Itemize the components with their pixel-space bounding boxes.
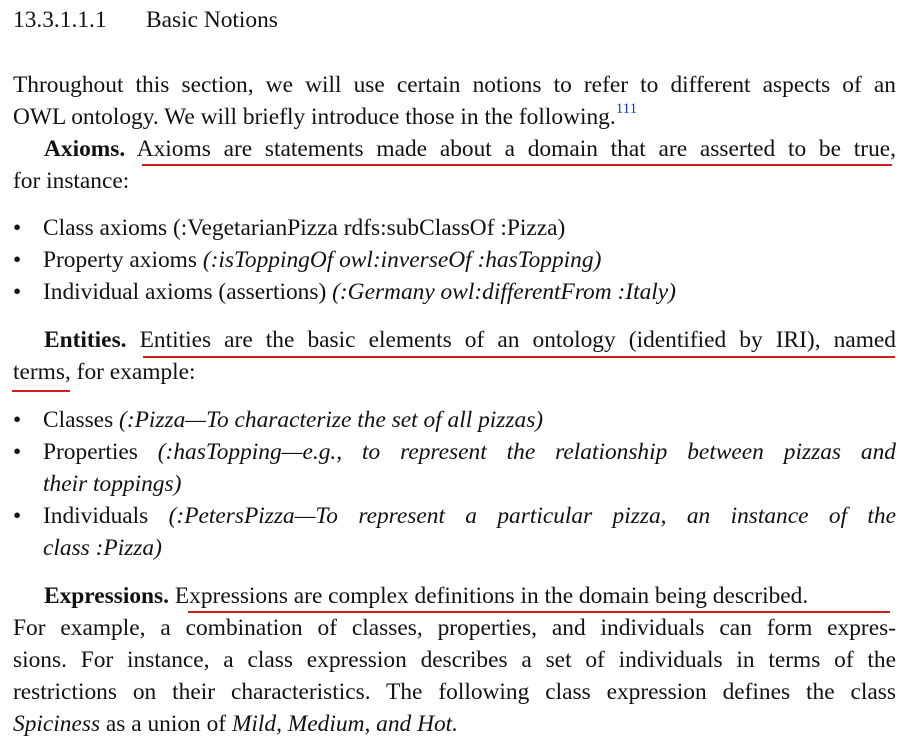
expressions-line-5: Spiciness as a union of Mild, Medium, and Hot. xyxy=(13,711,459,737)
axioms-line-2: for instance: xyxy=(13,168,130,194)
entities-line-1: Entities. Entities are the basic elements of an ontology (identified by IRI), named xyxy=(44,327,896,353)
intro-line-1: Throughout this section, we will use certain notions to refer to different aspects of an xyxy=(13,72,896,98)
terms-underline xyxy=(12,390,70,392)
section-title: Basic Notions xyxy=(146,7,278,33)
expressions-line-4: restrictions on their characteristics. The following class expression defines the class xyxy=(13,679,896,705)
axioms-term: Axioms. xyxy=(44,136,126,162)
list-item: • Individual axioms (assertions) (:Germany owl:differentFrom :Italy) xyxy=(13,276,896,308)
expressions-paragraph xyxy=(13,580,896,740)
entities-term: Entities. xyxy=(44,327,127,353)
section-number: 13.3.1.1.1 xyxy=(13,7,107,33)
expressions-line-1: Expressions. Expressions are complex definitions in the domain being described. xyxy=(44,583,809,609)
expressions-term: Expressions. xyxy=(44,583,170,609)
list-item: • Individuals (:PetersPizza—To represent a particular pizza, an instance of the class :Pizza) xyxy=(13,500,896,564)
expressions-line-2: For example, a combination of classes, properties, and individuals can form expres- xyxy=(13,615,896,641)
list-item: • Property axioms (:isToppingOf owl:inverseOf :hasTopping) xyxy=(13,244,896,276)
list-item: • Classes (:Pizza—To characterize the set of all pizzas) xyxy=(13,404,896,436)
section-heading xyxy=(13,4,278,36)
entities-line-2: terms, for example: xyxy=(13,359,196,385)
axioms-list xyxy=(13,212,896,308)
axioms-underline xyxy=(142,164,892,166)
entities-underline xyxy=(143,356,895,358)
expressions-line-3: sions. For instance, a class expression describes a set of individuals in terms of the xyxy=(13,647,896,673)
list-item: • Properties (:hasTopping—e.g., to represent the relationship between pizzas and their toppings) xyxy=(13,436,896,500)
entities-list xyxy=(13,404,896,564)
axioms-line-1: Axioms. Axioms are statements made about a domain that are asserted to be true, xyxy=(44,136,897,162)
intro-line-2: OWL ontology. We will briefly introduce those in the following.$^{111}$ xyxy=(13,101,638,130)
list-item: • Class axioms (:VegetarianPizza rdfs:subClassOf :Pizza) xyxy=(13,212,896,244)
footnote-ref[interactable]: 111 xyxy=(615,101,638,118)
intro-paragraph xyxy=(13,69,896,133)
expressions-underline xyxy=(188,611,890,613)
